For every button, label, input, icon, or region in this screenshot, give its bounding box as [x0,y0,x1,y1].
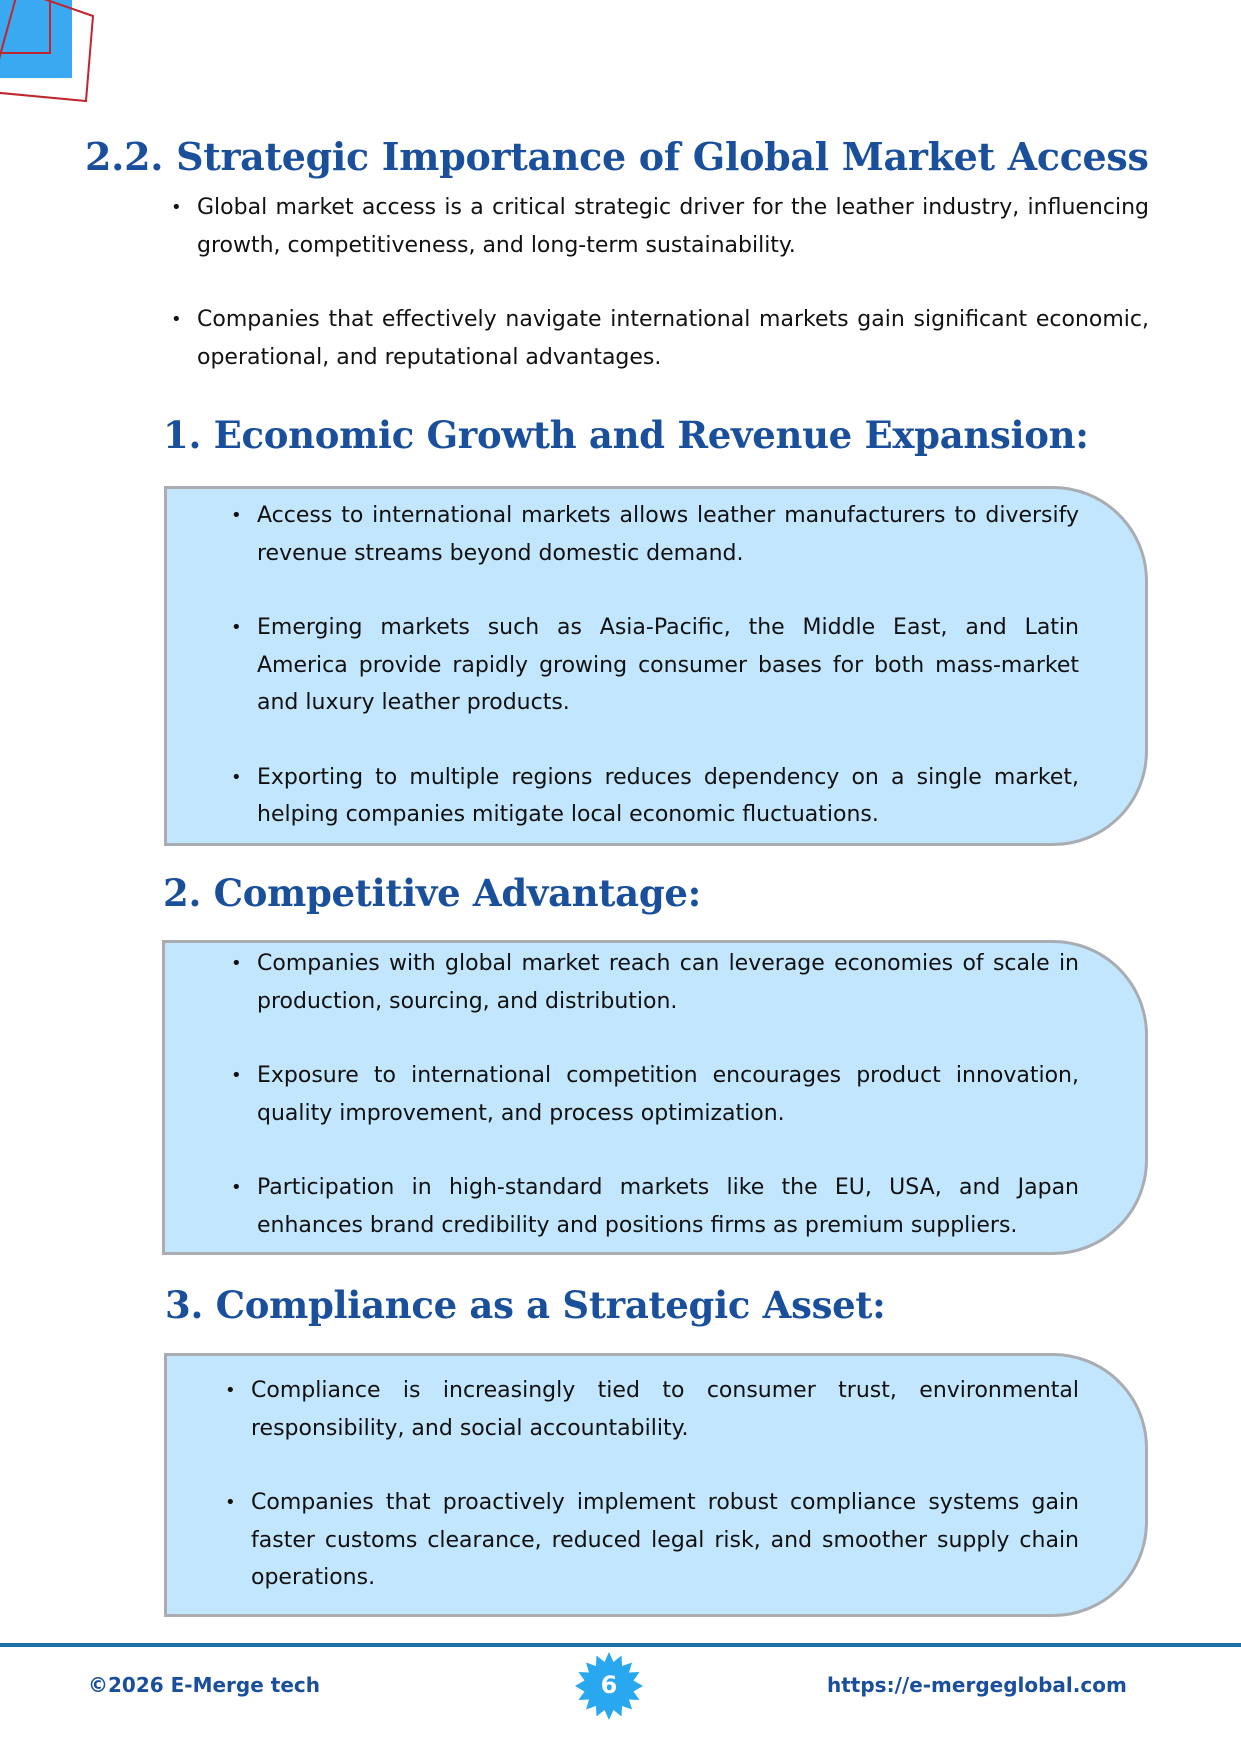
page-number-badge [575,1652,643,1720]
competitive-advantage-box [162,940,1148,1255]
list-item: • Exporting to multiple regions reduces dependency on a single market, helping companies mitigate local economic fluctuations. [231,759,1079,834]
bullet-list [231,945,1079,1244]
compliance-box [164,1353,1148,1617]
list-item: • Participation in high-standard markets like the EU, USA, and Japan enhances brand credibility and positions firms as premium suppliers. [231,1169,1079,1244]
footer-url[interactable]: https://e-mergeglobal.com [827,1673,1127,1697]
bullet-list [225,1372,1079,1597]
list-item: • Global market access is a critical strategic driver for the leather industry, influencing growth, competitiveness, and long-term sustainability. [171,189,1149,264]
footer-copyright: ©2026 E-Merge tech [88,1673,320,1697]
list-item: • Access to international markets allows leather manufacturers to diversify revenue streams beyond domestic demand. [231,497,1079,572]
section-heading-competitive-advantage: 2. Competitive Advantage: [163,871,701,915]
section-heading-economic-growth: 1. Economic Growth and Revenue Expansion: [163,413,1089,457]
page-title: 2.2. Strategic Importance of Global Market Access [85,134,1149,179]
footer-divider [0,1643,1241,1647]
page-number: 6 [600,1671,618,1699]
list-item: • Companies that effectively navigate international markets gain significant economic, operational, and reputational advantages. [171,301,1149,376]
list-item: • Compliance is increasingly tied to consumer trust, environmental responsibility, and social accountability. [225,1372,1079,1447]
intro-list [171,189,1149,376]
list-item: • Exposure to international competition encourages product innovation, quality improvement, and process optimization. [231,1057,1079,1132]
bullet-list [231,497,1079,834]
list-item: • Companies that proactively implement robust compliance systems gain faster customs clearance, reduced legal risk, and smoother supply chain operations. [225,1484,1079,1597]
list-item: • Companies with global market reach can leverage economies of scale in production, sourcing, and distribution. [231,945,1079,1020]
economic-growth-box [164,486,1148,846]
section-heading-compliance: 3. Compliance as a Strategic Asset: [165,1283,886,1327]
corner-decoration [0,0,100,110]
list-item: • Emerging markets such as Asia-Pacific, the Middle East, and Latin America provide rapidly growing consumer bases for both mass-market and luxury leather products. [231,609,1079,722]
